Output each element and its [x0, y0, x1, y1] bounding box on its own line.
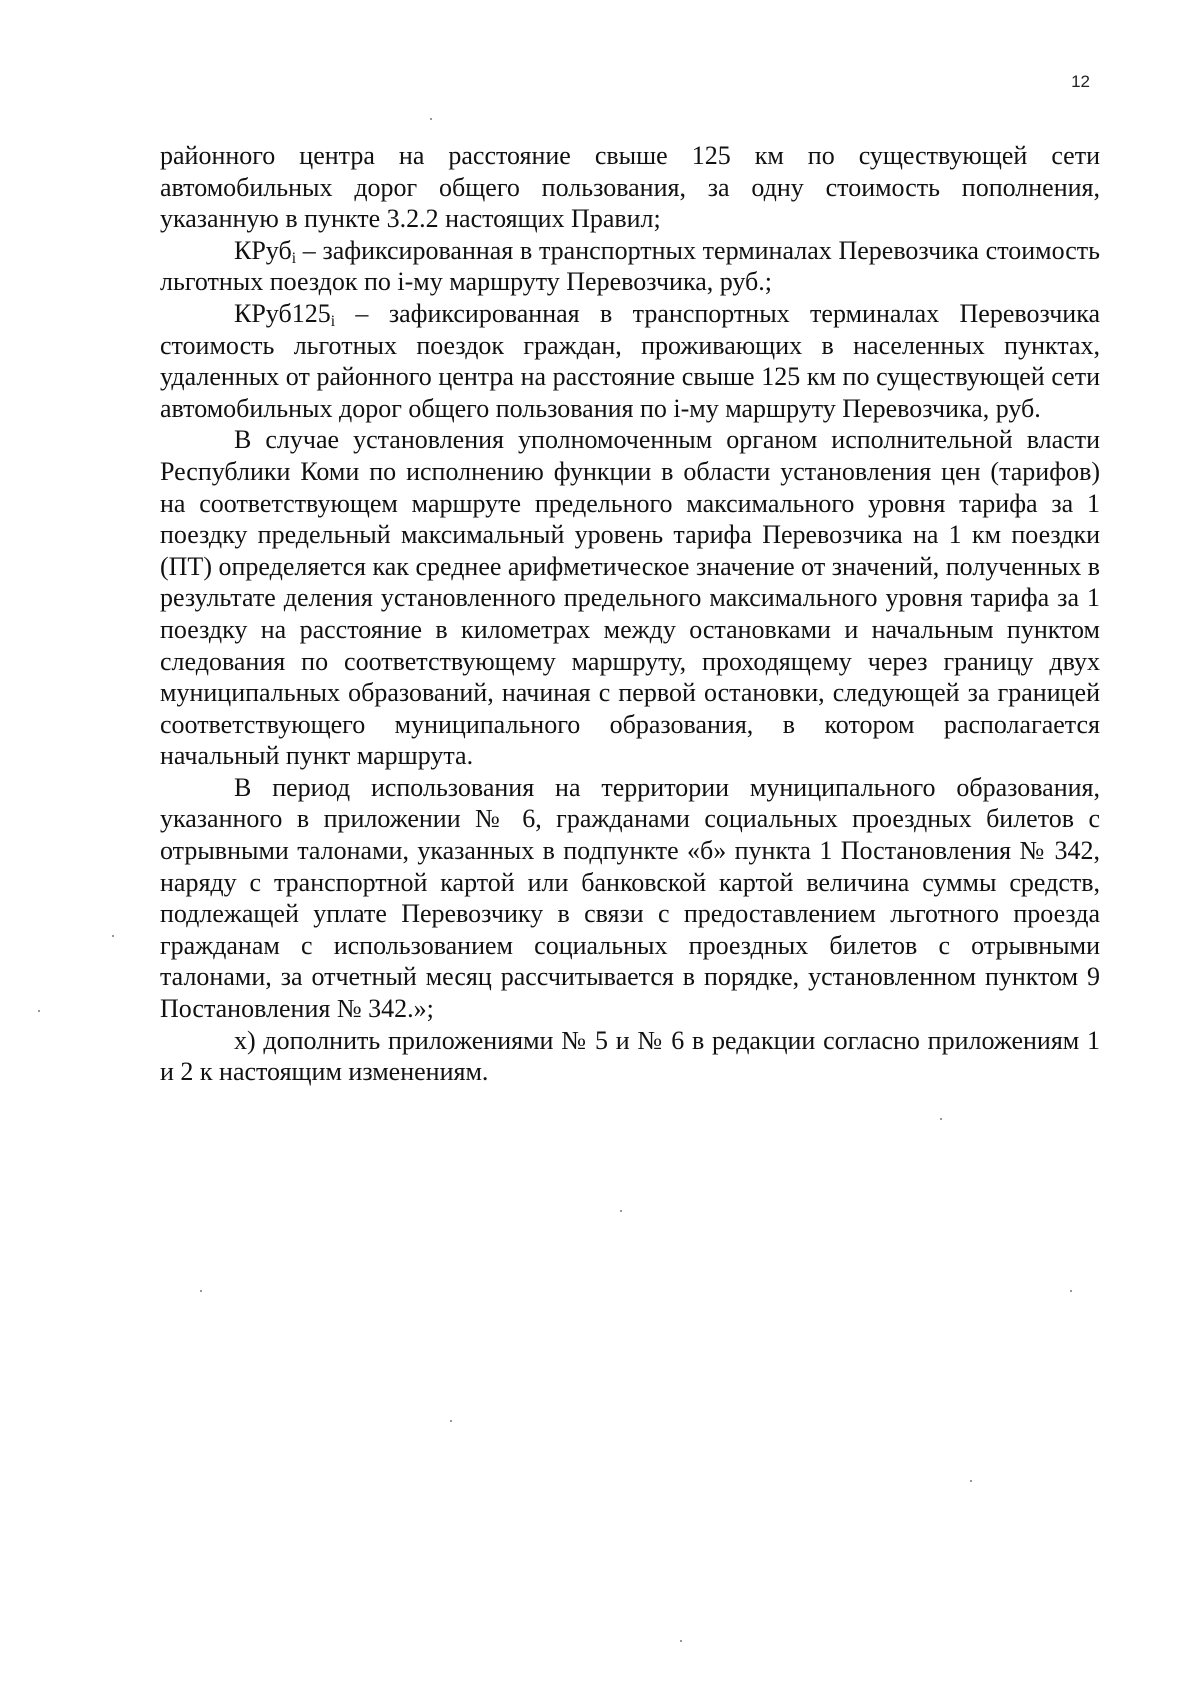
term-krub125-index: i	[330, 312, 336, 330]
definition-krub-text: – зафиксированная в транспортных терминалах Перевозчика стоимость льготных поездок по i-му маршруту Перевозчика, руб.;	[160, 235, 1100, 297]
scan-speck	[112, 935, 114, 937]
scan-speck	[38, 1010, 40, 1012]
scan-speck	[620, 1210, 622, 1212]
scan-speck	[680, 1640, 682, 1642]
paragraph-item-x: х) дополнить приложениями № 5 и № 6 в редакции согласно приложениям 1 и 2 к настоящим изменениям.	[160, 1025, 1100, 1087]
term-krub125: КРуб125	[234, 298, 331, 328]
scan-speck	[940, 1118, 942, 1120]
definition-krub125-text: – зафиксированная в транспортных терминалах Перевозчика стоимость льготных поездок граждан, проживающих в населенных пунктах, удаленных от районного центра на расстояние свыше 125 км по существующей сети автомобильных дорог общего пользования по i-му маршруту Перевозчика, руб.	[160, 298, 1100, 423]
scan-speck	[430, 118, 432, 120]
term-krub-index: i	[291, 249, 297, 267]
paragraph-continuation: районного центра на расстояние свыше 125 км по существующей сети автомобильных дорог общего пользования, за одну стоимость пополнения, указанную в пункте 3.2.2 настоящих Правил;	[160, 141, 1100, 234]
scan-speck	[450, 1420, 452, 1422]
term-krub: КРуб	[234, 235, 292, 265]
paragraph-period: В период использования на территории муниципального образования, указанного в приложении № 6, гражданами социальных проездных билетов с отрывными талонами, указанных в подпункте «б» пункта 1 Постановления № 342, наряду с транспортной картой или банковской картой величина суммы средств, подлежащей уплате Перевозчику в связи с предоставлением льготного проезда гражданам с использованием социальных проездных билетов с отрывными талонами, за отчетный месяц рассчитывается в порядке, установленном пунктом 9 Постановления № 342.»;	[160, 772, 1100, 1024]
paragraph-tariff: В случае установления уполномоченным органом исполнительной власти Республики Коми по исполнению функции в области установления цен (тарифов) на соответствующем маршруте предельного максимального уровня тарифа за 1 поездку предельный максимальный уровень тарифа Перевозчика на 1 км поездки (ПТ) определяется как среднее арифметическое значение от значений, полученных в результате деления установленного предельного максимального уровня тарифа за 1 поездку на расстояние в километрах между остановками и начальным пунктом следования по соответствующему маршруту, проходящему через границу двух муниципальных образований, начиная с первой остановки, следующей за границей соответствующего муниципального образования, в котором располагается начальный пункт маршрута.	[160, 425, 1100, 771]
scan-speck	[200, 1290, 202, 1292]
scan-speck	[970, 1480, 972, 1482]
paragraph-krub125-definition	[160, 298, 1100, 424]
page-number: 12	[1071, 72, 1090, 91]
scan-speck	[1070, 1290, 1072, 1292]
document-body	[160, 140, 1100, 1088]
paragraph-krub-definition	[160, 235, 1100, 298]
